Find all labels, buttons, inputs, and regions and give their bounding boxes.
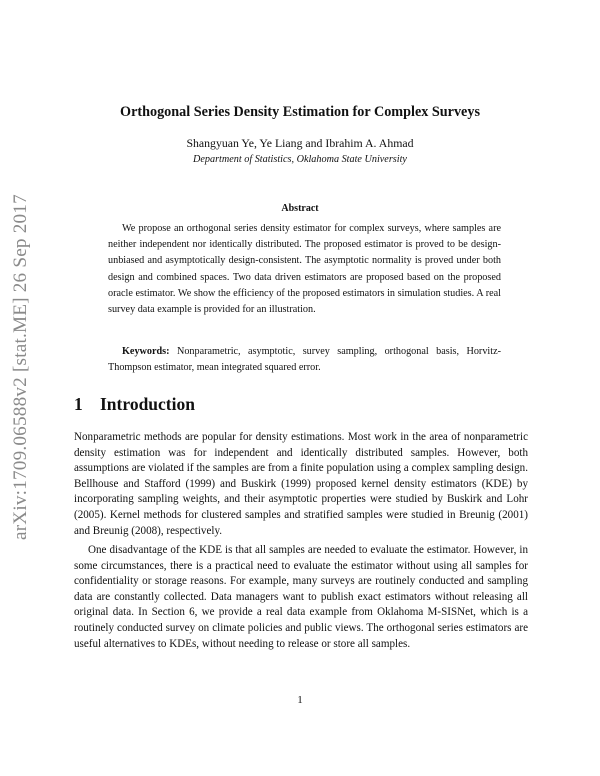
intro-paragraph: Nonparametric methods are popular for density estimations. Most work in the area of nonparametric density estimation was for independent and identically distributed samples. However, both assumptions are violated if the samples are from a finite population using a complex sampling design. Bellhouse and Stafford (1999) and Buskirk (1999) proposed kernel density estimators (KDE) by incorporating sampling weights, and their asymptotic properties were studied by Buskirk and Lohr (2005). Kernel methods for clustered samples and stratified samples were studied in Breunig (2001) and Breunig (2008), respectively. xyxy=(74,431,528,537)
arxiv-identifier-stamp: arXiv:1709.06588v2 [stat.ME] 26 Sep 2017 xyxy=(10,194,31,540)
author-list: Shangyuan Ye, Ye Liang and Ibrahim A. Ahmad xyxy=(186,136,414,150)
keywords xyxy=(108,344,501,376)
keywords-text: Nonparametric, asymptotic, survey sampling, orthogonal basis, Horvitz-Thompson estimator, mean integrated squared error. xyxy=(108,346,501,374)
paper-title: Orthogonal Series Density Estimation for Complex Surveys xyxy=(120,104,480,120)
section-title: Introduction xyxy=(100,394,195,414)
abstract-heading: Abstract xyxy=(281,203,319,214)
abstract-body: We propose an orthogonal series density estimator for complex surveys, where samples are neither independent nor identically distributed. The proposed estimator is proved to be design-unbiased and asymptotically design-consistent. The asymptotic normality is proved under both design and combined spaces. Two data driven estimators are proposed based on the proposed oracle estimator. We show the efficiency of the proposed estimators in simulation studies. A real survey data example is provided for an illustration. xyxy=(108,223,501,316)
keywords-label: Keywords: xyxy=(122,346,170,357)
author-affiliation: Department of Statistics, Oklahoma State University xyxy=(193,154,407,165)
section-number: 1 xyxy=(74,394,83,414)
intro-paragraph: One disadvantage of the KDE is that all samples are needed to evaluate the estimator. However, in some circumstances, there is a practical need to evaluate the estimator without using all samples for confidentiality or storage reasons. For example, many surveys are routinely conducted and sampling data are constantly collected. Data managers want to publish exact estimators without releasing all original data. In Section 6, we provide a real data example from Oklahoma M-SISNet, which is a routinely conducted survey on climate policies and public views. The orthogonal series estimators are useful alternatives to KDEs, without needing to release or store all samples. xyxy=(74,544,528,650)
page-number: 1 xyxy=(297,694,303,706)
section-heading-introduction xyxy=(74,394,195,415)
